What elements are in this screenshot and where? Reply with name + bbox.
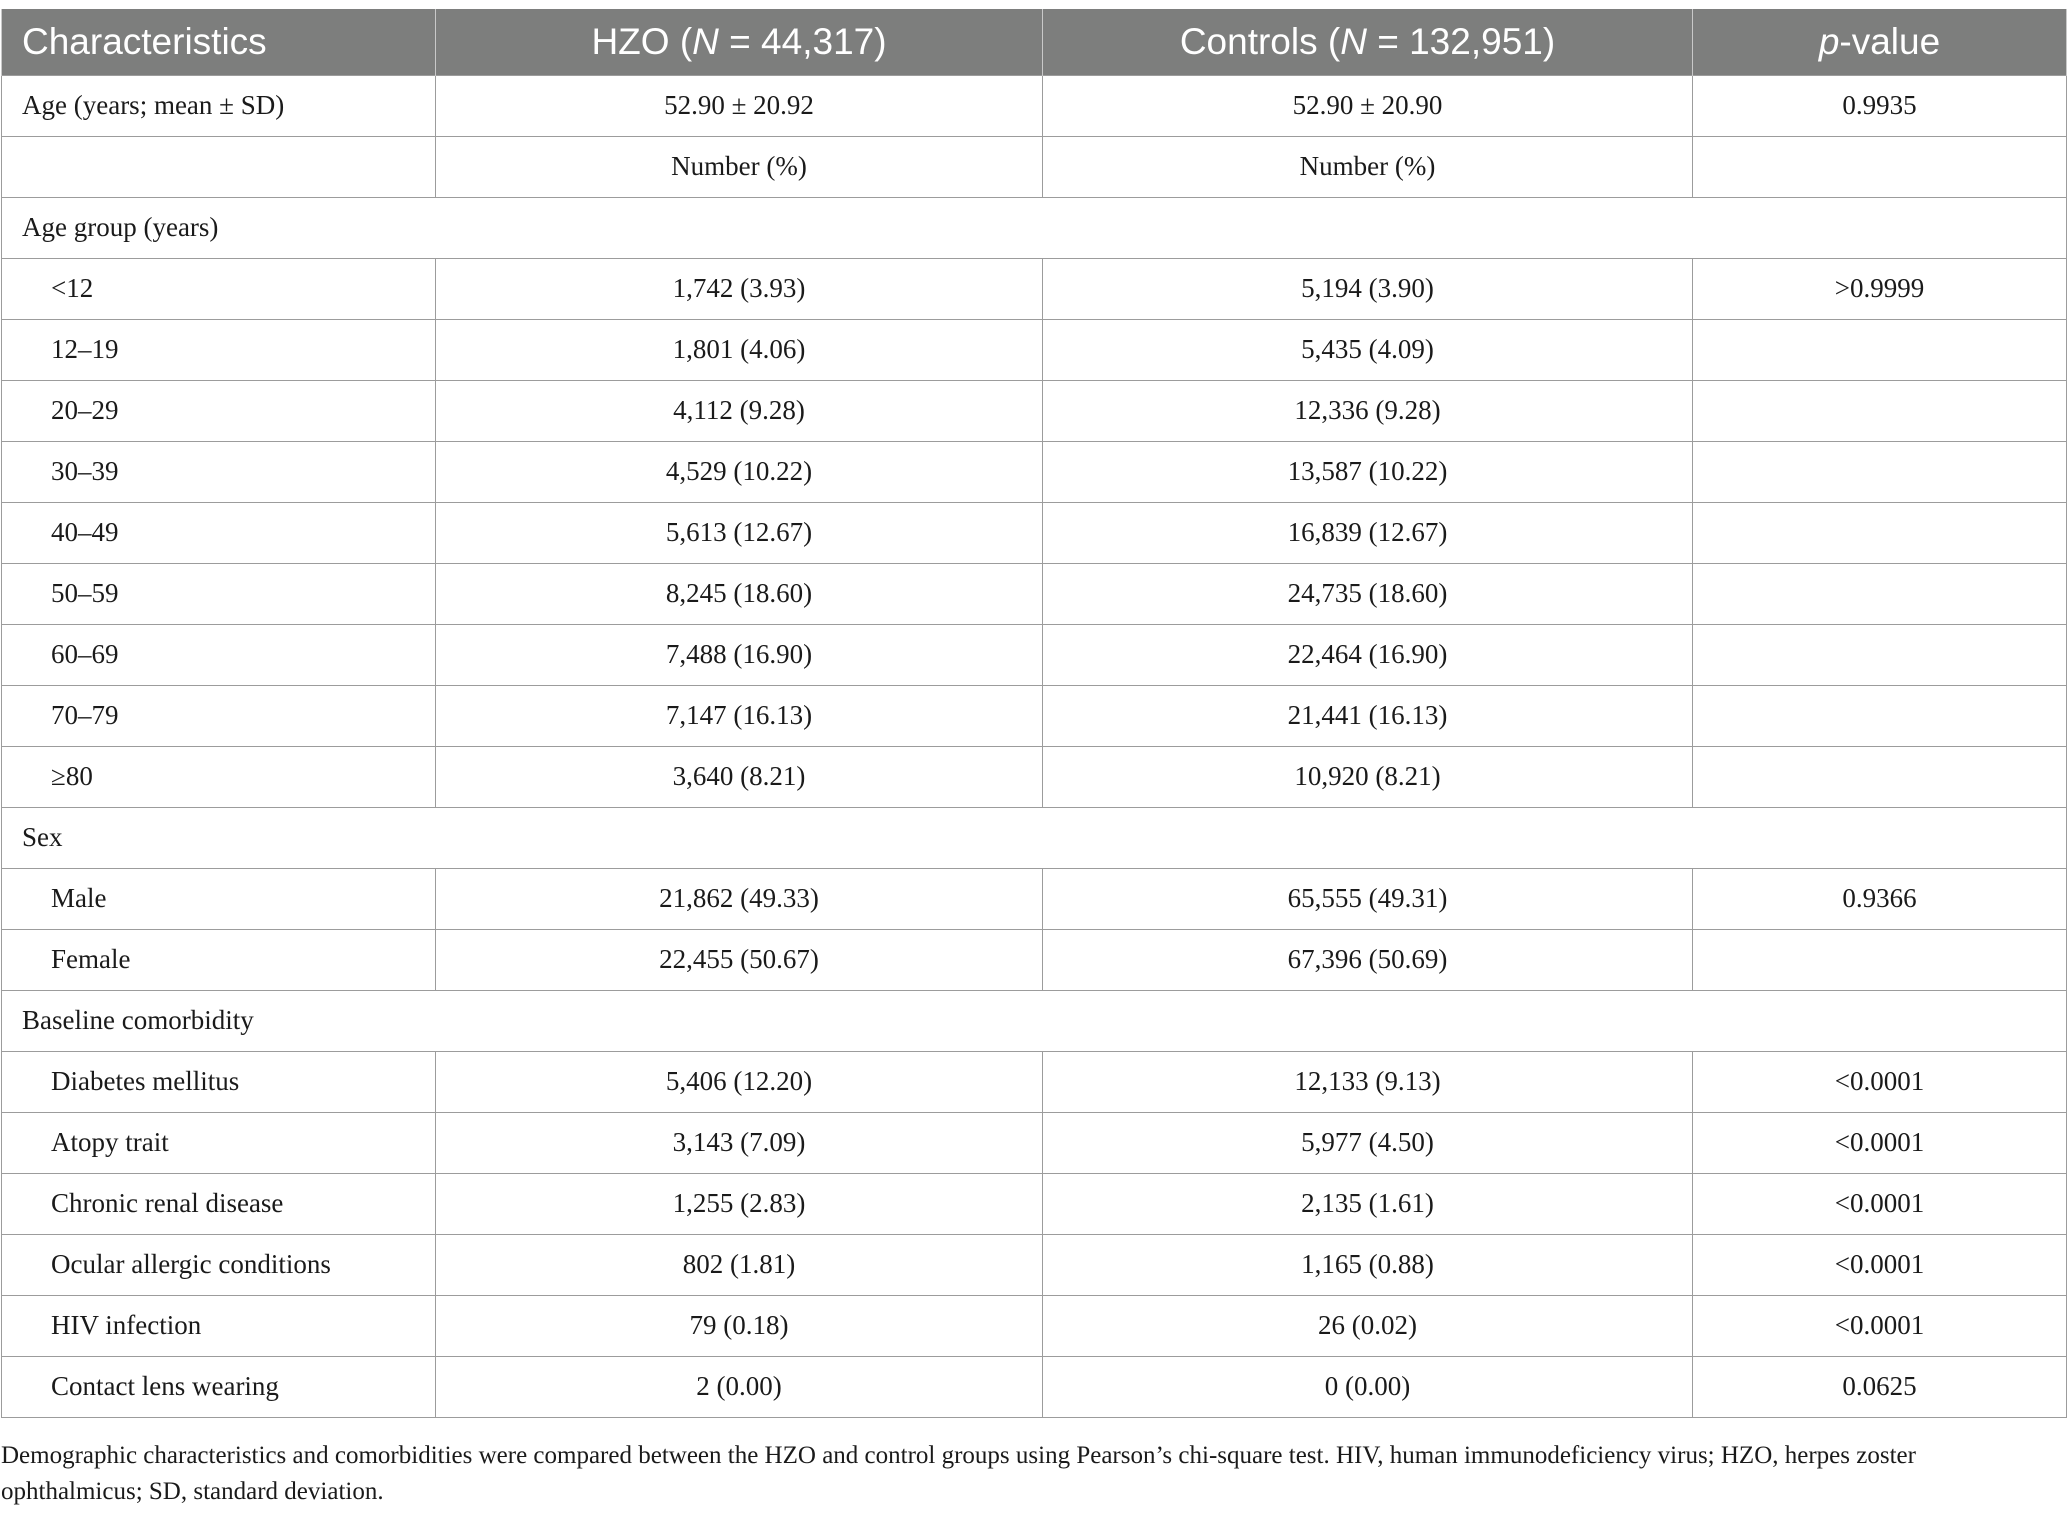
section-row [2,197,2067,258]
controls-cell: 12,133 (9.13) [1043,1051,1693,1112]
section-label-comorbidity: Baseline comorbidity [2,990,2067,1051]
header-controls: Controls (N = 132,951) [1043,9,1693,75]
section-row [2,990,2067,1051]
controls-cell: 26 (0.02) [1043,1295,1693,1356]
table-row [2,1295,2067,1356]
p-value-cell: 0.0625 [1693,1356,2067,1417]
p-value-cell [1693,136,2067,197]
p-value-cell: <0.0001 [1693,1051,2067,1112]
p-value-cell: 0.9935 [1693,75,2067,136]
p-value-cell [1693,563,2067,624]
row-label: 50–59 [2,563,436,624]
hzo-cell: 1,801 (4.06) [436,319,1043,380]
controls-cell: 5,435 (4.09) [1043,319,1693,380]
table-row [2,563,2067,624]
row-label: Atopy trait [2,1112,436,1173]
p-value-cell: <0.0001 [1693,1234,2067,1295]
row-label: Ocular allergic conditions [2,1234,436,1295]
controls-cell: 67,396 (50.69) [1043,929,1693,990]
hzo-cell: 802 (1.81) [436,1234,1043,1295]
table-row [2,1173,2067,1234]
table-row [2,380,2067,441]
controls-cell: 12,336 (9.28) [1043,380,1693,441]
age-group-rows [2,258,2067,807]
table-row [2,1356,2067,1417]
controls-cell: 1,165 (0.88) [1043,1234,1693,1295]
hzo-cell: 7,147 (16.13) [436,685,1043,746]
hzo-cell: 5,406 (12.20) [436,1051,1043,1112]
controls-cell: 22,464 (16.90) [1043,624,1693,685]
header-characteristics: Characteristics [2,9,436,75]
controls-cell: 2,135 (1.61) [1043,1173,1693,1234]
hzo-cell: Number (%) [436,136,1043,197]
p-value-cell: <0.0001 [1693,1295,2067,1356]
table-row [2,868,2067,929]
row-label [2,136,436,197]
controls-cell: 65,555 (49.31) [1043,868,1693,929]
row-label: 30–39 [2,441,436,502]
row-label: 40–49 [2,502,436,563]
controls-cell: 21,441 (16.13) [1043,685,1693,746]
table-row [2,746,2067,807]
table-row [2,685,2067,746]
controls-cell: 52.90 ± 20.90 [1043,75,1693,136]
controls-cell: 16,839 (12.67) [1043,502,1693,563]
controls-cell: 5,977 (4.50) [1043,1112,1693,1173]
sex-rows [2,868,2067,990]
p-value-cell [1693,624,2067,685]
p-value-cell: 0.9366 [1693,868,2067,929]
hzo-cell: 4,112 (9.28) [436,380,1043,441]
header-p-value: p-value [1693,9,2067,75]
hzo-cell: 3,640 (8.21) [436,746,1043,807]
p-value-cell [1693,685,2067,746]
row-label: Age (years; mean ± SD) [2,75,436,136]
row-label: 20–29 [2,380,436,441]
hzo-cell: 4,529 (10.22) [436,441,1043,502]
table-row [2,136,2067,197]
p-value-cell [1693,319,2067,380]
row-label: HIV infection [2,1295,436,1356]
header-row [2,9,2067,75]
row-label: Male [2,868,436,929]
table-row [2,319,2067,380]
row-label: Chronic renal disease [2,1173,436,1234]
p-value-cell [1693,502,2067,563]
p-value-cell [1693,929,2067,990]
row-label: 60–69 [2,624,436,685]
hzo-cell: 1,742 (3.93) [436,258,1043,319]
table-row [2,1051,2067,1112]
section-label-sex: Sex [2,807,2067,868]
row-label: <12 [2,258,436,319]
characteristics-table [1,9,2067,1418]
p-value-cell: >0.9999 [1693,258,2067,319]
controls-cell: 5,194 (3.90) [1043,258,1693,319]
controls-cell: 10,920 (8.21) [1043,746,1693,807]
controls-cell: 13,587 (10.22) [1043,441,1693,502]
header-hzo: HZO (N = 44,317) [436,9,1043,75]
table-row [2,1234,2067,1295]
table-row [2,75,2067,136]
section-row [2,807,2067,868]
hzo-cell: 22,455 (50.67) [436,929,1043,990]
table-row [2,441,2067,502]
hzo-cell: 5,613 (12.67) [436,502,1043,563]
p-value-cell [1693,380,2067,441]
hzo-cell: 52.90 ± 20.92 [436,75,1043,136]
hzo-cell: 2 (0.00) [436,1356,1043,1417]
table-row [2,624,2067,685]
row-label: 12–19 [2,319,436,380]
controls-cell: Number (%) [1043,136,1693,197]
row-label: ≥80 [2,746,436,807]
table-row [2,258,2067,319]
p-value-cell: <0.0001 [1693,1112,2067,1173]
p-value-cell [1693,441,2067,502]
p-value-cell: <0.0001 [1693,1173,2067,1234]
table-row [2,1112,2067,1173]
section-label-age-group: Age group (years) [2,197,2067,258]
controls-cell: 24,735 (18.60) [1043,563,1693,624]
hzo-cell: 79 (0.18) [436,1295,1043,1356]
p-value-cell [1693,746,2067,807]
row-label: Female [2,929,436,990]
table-row [2,929,2067,990]
hzo-cell: 8,245 (18.60) [436,563,1043,624]
hzo-cell: 3,143 (7.09) [436,1112,1043,1173]
hzo-cell: 7,488 (16.90) [436,624,1043,685]
row-label: Diabetes mellitus [2,1051,436,1112]
controls-cell: 0 (0.00) [1043,1356,1693,1417]
row-label: 70–79 [2,685,436,746]
table-footnote: Demographic characteristics and comorbidities were compared between the HZO and control groups using Pearson’s chi-square test. HIV, human immunodeficiency virus; HZO, herpes zoster ophthalmicus; SD, standard deviation. [1,1442,1916,1505]
row-label: Contact lens wearing [2,1356,436,1417]
table-row [2,502,2067,563]
hzo-cell: 21,862 (49.33) [436,868,1043,929]
hzo-cell: 1,255 (2.83) [436,1173,1043,1234]
comorbidity-rows [2,1051,2067,1417]
